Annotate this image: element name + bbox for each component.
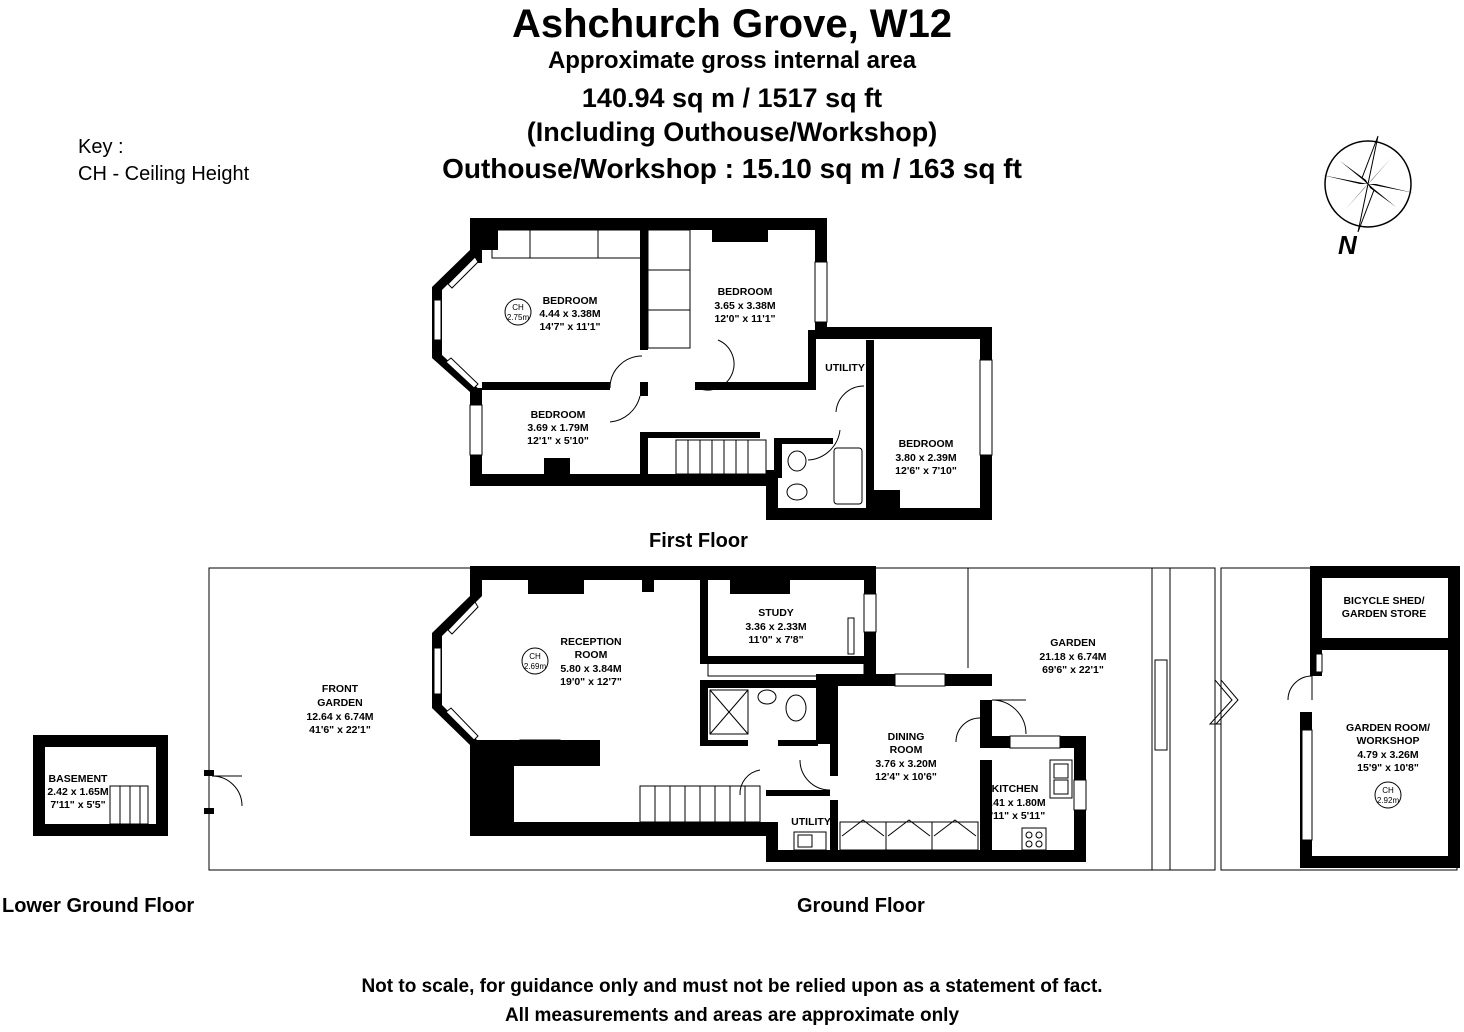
ceiling-height-label: CH [512, 303, 524, 312]
ceiling-height-label: CH [529, 652, 541, 661]
room-metric: 3.69 x 1.79M [527, 422, 589, 434]
room-metric: 4.79 x 3.26M [1357, 749, 1419, 761]
room-imperial: 7'11" x 5'5" [50, 799, 106, 811]
disclaimer-line-2: All measurements and areas are approximate only [504, 1005, 960, 1026]
room-metric: 2.42 x 1.65M [47, 786, 109, 798]
room-imperial: 12'1" x 5'10" [527, 435, 589, 447]
area-note: (Including Outhouse/Workshop) [526, 117, 938, 147]
room-name: GARDEN ROOM/ [1346, 722, 1430, 734]
total-area: 140.94 sq m / 1517 sq ft [581, 83, 883, 113]
room-name: BEDROOM [530, 409, 586, 421]
room-metric: 3.76 x 3.20M [875, 758, 937, 770]
room-name: BASEMENT [48, 773, 108, 785]
ceiling-height-value: 2.75m [506, 313, 530, 322]
room-metric: 3.80 x 2.39M [895, 452, 957, 464]
first-floor-label: First Floor [649, 530, 748, 552]
ceiling-height-label: CH [1382, 786, 1394, 795]
room-metric: 21.18 x 6.74M [1039, 651, 1107, 663]
ceiling-height-value: 2.92m [1376, 796, 1400, 805]
room-name: RECEPTION [560, 636, 622, 648]
room-name: ROOM [574, 649, 608, 661]
room-name: GARDEN [317, 697, 363, 709]
room-name: BEDROOM [898, 438, 954, 450]
room-name: BEDROOM [542, 295, 598, 307]
ground-floor-label: Ground Floor [797, 895, 925, 917]
room-imperial: 12'4" x 10'6" [875, 771, 937, 783]
room-name: FRONT [321, 683, 359, 695]
room-name: DINING [887, 731, 925, 743]
key-entry: CH - Ceiling Height [78, 163, 250, 185]
room-metric: 12.64 x 6.74M [306, 711, 374, 723]
room-name: KITCHEN [991, 783, 1039, 795]
room-name: UTILITY [791, 816, 831, 828]
room-name: ROOM [889, 744, 923, 756]
key-title: Key : [78, 136, 124, 158]
room-imperial: 19'0" x 12'7" [560, 676, 622, 688]
page-title: Ashchurch Grove, W12 [511, 2, 953, 46]
room-imperial: 15'9" x 10'8" [1357, 762, 1419, 774]
room-imperial: 12'0" x 11'1" [714, 313, 776, 325]
lower-ground-floor-label: Lower Ground Floor [2, 895, 195, 917]
disclaimer-line-1: Not to scale, for guidance only and must not be relied upon as a statement of fact. [361, 976, 1103, 997]
room-imperial: 12'6" x 7'10" [895, 465, 957, 477]
room-metric: 5.80 x 3.84M [560, 663, 622, 675]
room-imperial: 11'0" x 7'8" [748, 634, 804, 646]
room-metric: 3.36 x 2.33M [745, 621, 807, 633]
room-imperial: 41'6" x 22'1" [309, 724, 371, 736]
room-imperial: 14'7" x 11'1" [539, 321, 601, 333]
room-name: BICYCLE SHED/ [1343, 595, 1425, 607]
room-metric: 3.65 x 3.38M [714, 300, 776, 312]
ground-floor-plan [33, 566, 1460, 870]
room-name: STUDY [758, 607, 794, 619]
compass-icon [1322, 136, 1414, 232]
area-subtitle: Approximate gross internal area [547, 47, 917, 74]
ceiling-height-value: 2.69m [523, 662, 547, 671]
room-name: UTILITY [825, 362, 865, 374]
room-name: BEDROOM [717, 286, 773, 298]
room-imperial: 69'6" x 22'1" [1042, 664, 1104, 676]
room-imperial: 7'11" x 5'11" [984, 810, 1046, 822]
outhouse-area: Outhouse/Workshop : 15.10 sq m / 163 sq ft [442, 153, 1022, 184]
compass-north-label: N [1338, 230, 1357, 260]
room-name: GARDEN [1050, 637, 1096, 649]
room-metric: 2.41 x 1.80M [984, 797, 1046, 809]
room-name: GARDEN STORE [1341, 608, 1427, 620]
room-metric: 4.44 x 3.38M [539, 308, 601, 320]
room-name: WORKSHOP [1356, 735, 1420, 747]
